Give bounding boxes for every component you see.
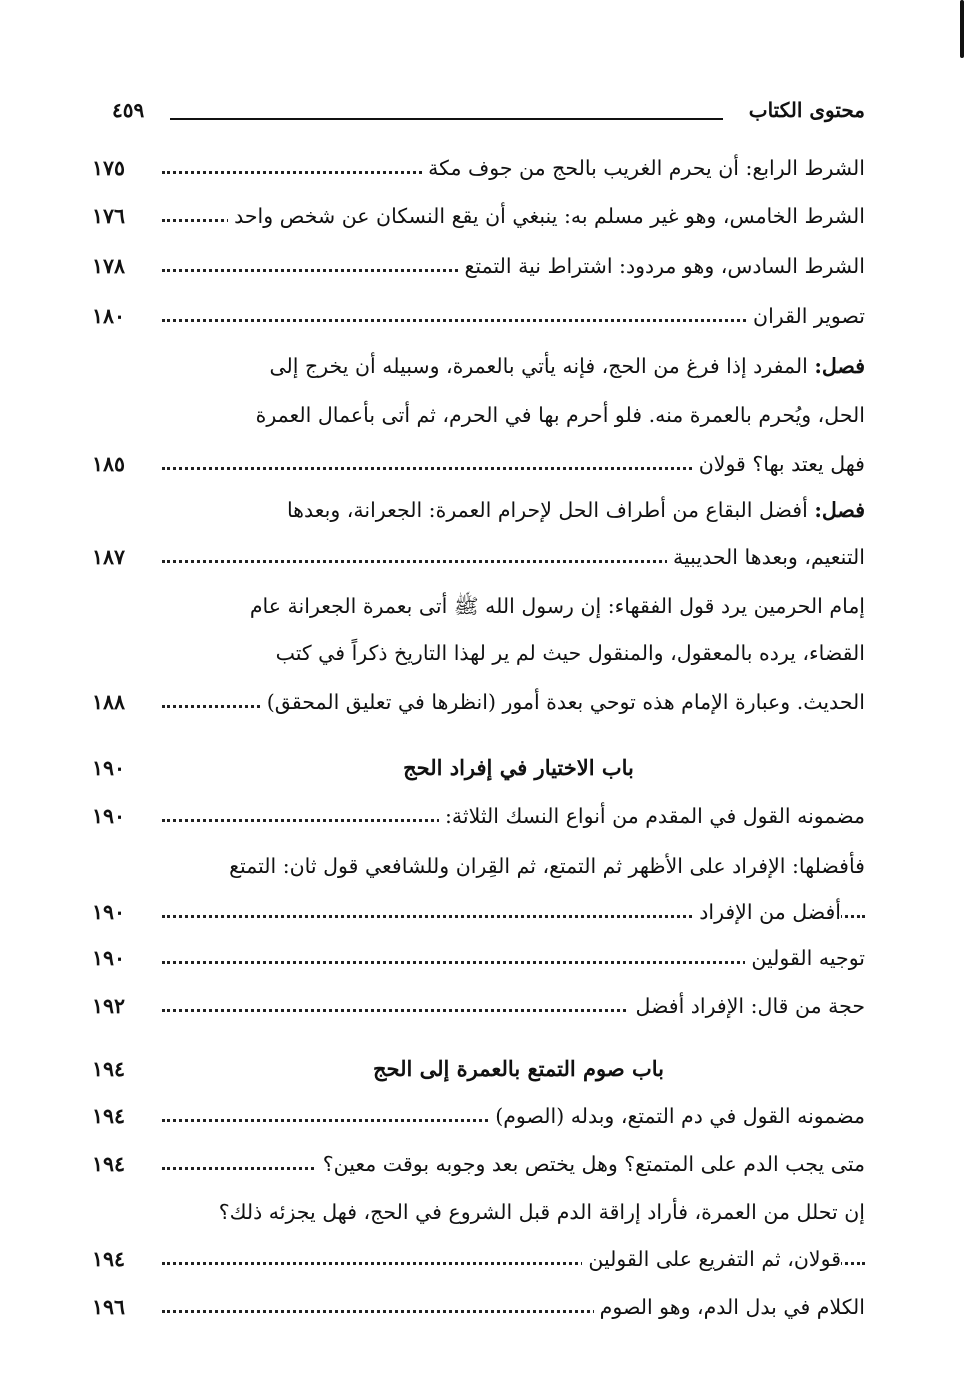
entry-page-number: ١٨٧ xyxy=(92,545,126,569)
toc-entry[interactable] xyxy=(92,145,865,191)
entry-page-number: ١٧٦ xyxy=(92,204,126,228)
entry-line: فصل: أفضل البقاع من أطراف الحل لإحرام العمرة: الجعرانة، وبعدها xyxy=(281,487,865,533)
entry-line: فصل: المفرد إذا فرغ من الحج، فإنه يأتي بالعمرة، وسبيله أن يخرج إلى xyxy=(263,343,865,389)
entry-line: الحديث. وعبارة الإمام هذه توحي بعدة أمور (انظرها في تعليق المحقق) xyxy=(261,679,865,725)
entry-title: الشرط الرابع: أن يحرم الغريب بالحج من جوف مكة xyxy=(422,145,865,191)
entry-page-number: ١٩٢ xyxy=(92,994,126,1018)
entry-line: الحل، ويُحرم بالعمرة منه. فلو أحرم بها في الحرم، ثم أتى بأعمال العمرة xyxy=(250,392,865,438)
entry-page-number: ١٧٥ xyxy=(92,156,126,180)
entry-page-number: ١٩٤ xyxy=(92,1104,126,1128)
toc-entry[interactable] xyxy=(92,843,865,939)
toc-entry[interactable] xyxy=(92,1189,865,1285)
chapter-heading[interactable] xyxy=(92,745,865,791)
entry-title: الشرط السادس، وهو مردود: اشتراط نية التمتع xyxy=(459,243,865,289)
toc-entry[interactable] xyxy=(92,193,865,239)
entry-title: حجة من قال: الإفراد أفضل xyxy=(629,983,865,1029)
entry-line: أفضل من الإفراد xyxy=(693,889,841,935)
chapter-page-number: ١٩٤ xyxy=(92,1057,126,1081)
entry-title: مضمونه القول في دم التمتع، وبدله (الصوم) xyxy=(489,1093,865,1139)
entry-title: الشرط الخامس، وهو غير مسلم به: ينبغي أن يقع النسكان عن شخص واحد xyxy=(228,193,865,239)
entry-title: تصوير القران xyxy=(747,293,865,339)
toc-entry[interactable] xyxy=(92,935,865,981)
toc-entry[interactable] xyxy=(92,1093,865,1139)
entry-page-number: ١٧٨ xyxy=(92,254,126,278)
entry-page-number: ١٩٠ xyxy=(92,804,126,828)
entry-title: متى يجب الدم على المتمتع؟ وهل يختص بعد وجوبه بوقت معين؟ xyxy=(317,1141,865,1187)
toc-entry[interactable] xyxy=(92,1141,865,1187)
entry-keyword: فصل: xyxy=(814,354,865,378)
entry-line: التنعيم، وبعدها الحديبية xyxy=(667,534,865,580)
toc-entry[interactable] xyxy=(92,487,865,583)
toc-entry[interactable] xyxy=(92,1284,865,1330)
header-rule xyxy=(170,118,723,120)
entry-title: توجيه القولين xyxy=(745,935,865,981)
chapter-heading[interactable] xyxy=(92,1046,865,1092)
toc-entry[interactable] xyxy=(92,583,865,729)
entry-page-number: ١٩٤ xyxy=(92,1247,126,1271)
running-header xyxy=(112,96,865,132)
toc-entry[interactable] xyxy=(92,793,865,839)
entry-keyword: فصل: xyxy=(814,498,865,522)
chapter-page-number: ١٩٠ xyxy=(92,756,126,780)
page-edge-mark xyxy=(960,0,964,58)
entry-page-number: ١٩٦ xyxy=(92,1295,126,1319)
entry-page-number: ١٩٠ xyxy=(92,900,126,924)
entry-title: الكلام في بدل الدم، وهو الصوم xyxy=(594,1284,865,1330)
entry-line: فهل يعتد بها؟ قولان xyxy=(693,441,865,487)
toc-entry[interactable] xyxy=(92,343,865,489)
entry-line: إن تحلل من العمرة، فأراد إراقة الدم قبل الشروع في الحج، فهل يجزئه ذلك؟ xyxy=(213,1189,865,1235)
header-page-number: ٤٥٩ xyxy=(112,98,145,122)
toc-entry[interactable] xyxy=(92,293,865,339)
entry-line: إمام الحرمين يرد قول الفقهاء: إن رسول الله ﷺ أتى بعمرة الجعرانة عام xyxy=(244,583,865,629)
chapter-title: باب الاختيار في إفراد الحج xyxy=(403,755,634,780)
toc-entry[interactable] xyxy=(92,243,865,289)
entry-line: قولان، ثم التفريع على القولين xyxy=(582,1236,841,1282)
entry-line: القضاء، يرده بالمعقول، والمنقول حيث لم ير لهذا التاريخ ذكراً في كتب xyxy=(270,630,865,676)
entry-page-number: ١٨٨ xyxy=(92,690,126,714)
entry-page-number: ١٩٤ xyxy=(92,1152,126,1176)
entry-title: مضمونه القول في المقدم من أنواع النسك الثلاثة: xyxy=(439,793,865,839)
entry-page-number: ١٩٠ xyxy=(92,946,126,970)
chapter-title: باب صوم التمتع بالعمرة إلى الحج xyxy=(372,1056,665,1081)
entry-page-number: ١٨٠ xyxy=(92,304,126,328)
entry-line: فأفضلها: الإفراد على الأظهر ثم التمتع، ثم القِران وللشافعي قول ثان: التمتع xyxy=(223,843,865,889)
entry-page-number: ١٨٥ xyxy=(92,452,126,476)
header-title: محتوى الكتاب xyxy=(748,98,865,122)
toc-entry[interactable] xyxy=(92,983,865,1029)
